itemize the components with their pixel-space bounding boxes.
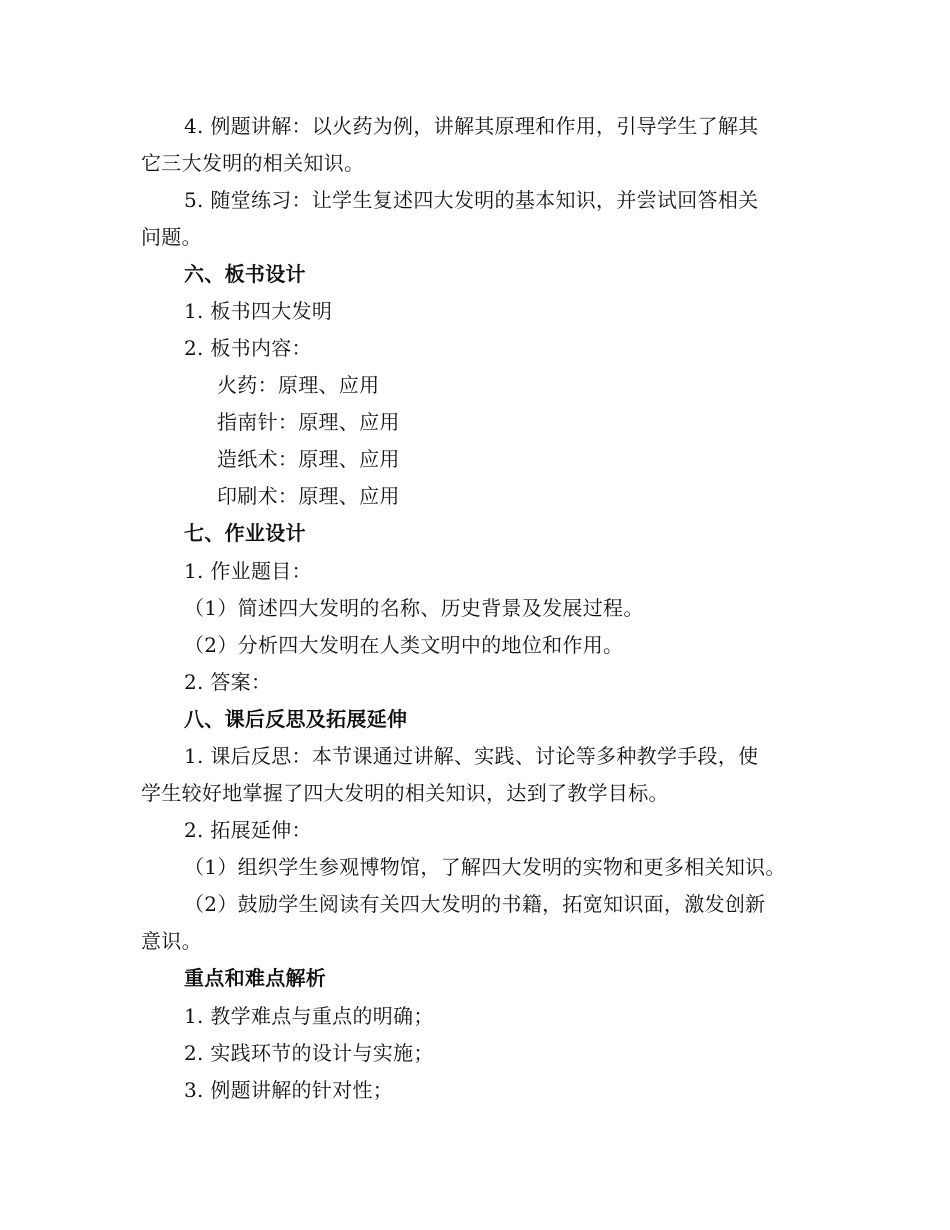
section-heading-blackboard-design: 六、板书设计 (184, 262, 306, 286)
list-item-cont: 意识。 (141, 929, 202, 953)
paragraph-reflection-cont: 学生较好地掌握了四大发明的相关知识，达到了教学目标。 (141, 781, 669, 805)
section-heading-key-points: 重点和难点解析 (184, 966, 327, 990)
blackboard-item-gunpowder: 火药：原理、应用 (217, 373, 380, 397)
list-item: （1）简述四大发明的名称、历史背景及发展过程。 (184, 596, 644, 620)
list-item: 3. 例题讲解的针对性； (184, 1078, 394, 1102)
list-item: （2）分析四大发明在人类文明中的地位和作用。 (184, 633, 624, 657)
blackboard-item-compass: 指南针：原理、应用 (217, 410, 400, 434)
blackboard-item-printing: 印刷术：原理、应用 (217, 484, 400, 508)
section-heading-homework-design: 七、作业设计 (184, 521, 306, 545)
paragraph-reflection: 1. 课后反思：本节课通过讲解、实践、讨论等多种教学手段，使 (184, 744, 759, 768)
paragraph-example-explanation-cont: 它三大发明的相关知识。 (141, 151, 365, 175)
blackboard-item-papermaking: 造纸术：原理、应用 (217, 447, 400, 471)
list-item: （1）组织学生参观博物馆，了解四大发明的实物和更多相关知识。 (184, 855, 786, 879)
list-item: 2. 拓展延伸： (184, 818, 312, 842)
list-item: 2. 答案： (184, 670, 272, 694)
list-item: 1. 板书四大发明 (184, 299, 333, 323)
paragraph-in-class-practice-cont: 问题。 (141, 225, 202, 249)
paragraph-example-explanation: 4. 例题讲解：以火药为例，讲解其原理和作用，引导学生了解其 (184, 114, 759, 138)
list-item: 1. 教学难点与重点的明确； (184, 1004, 434, 1028)
list-item: （2）鼓励学生阅读有关四大发明的书籍，拓宽知识面，激发创新 (184, 892, 766, 916)
section-heading-reflection: 八、课后反思及拓展延伸 (184, 707, 408, 731)
list-item: 2. 实践环节的设计与实施； (184, 1041, 434, 1065)
list-item: 1. 作业题目： (184, 559, 312, 583)
list-item: 2. 板书内容： (184, 336, 312, 360)
paragraph-in-class-practice: 5. 随堂练习：让学生复述四大发明的基本知识，并尝试回答相关 (184, 188, 759, 212)
